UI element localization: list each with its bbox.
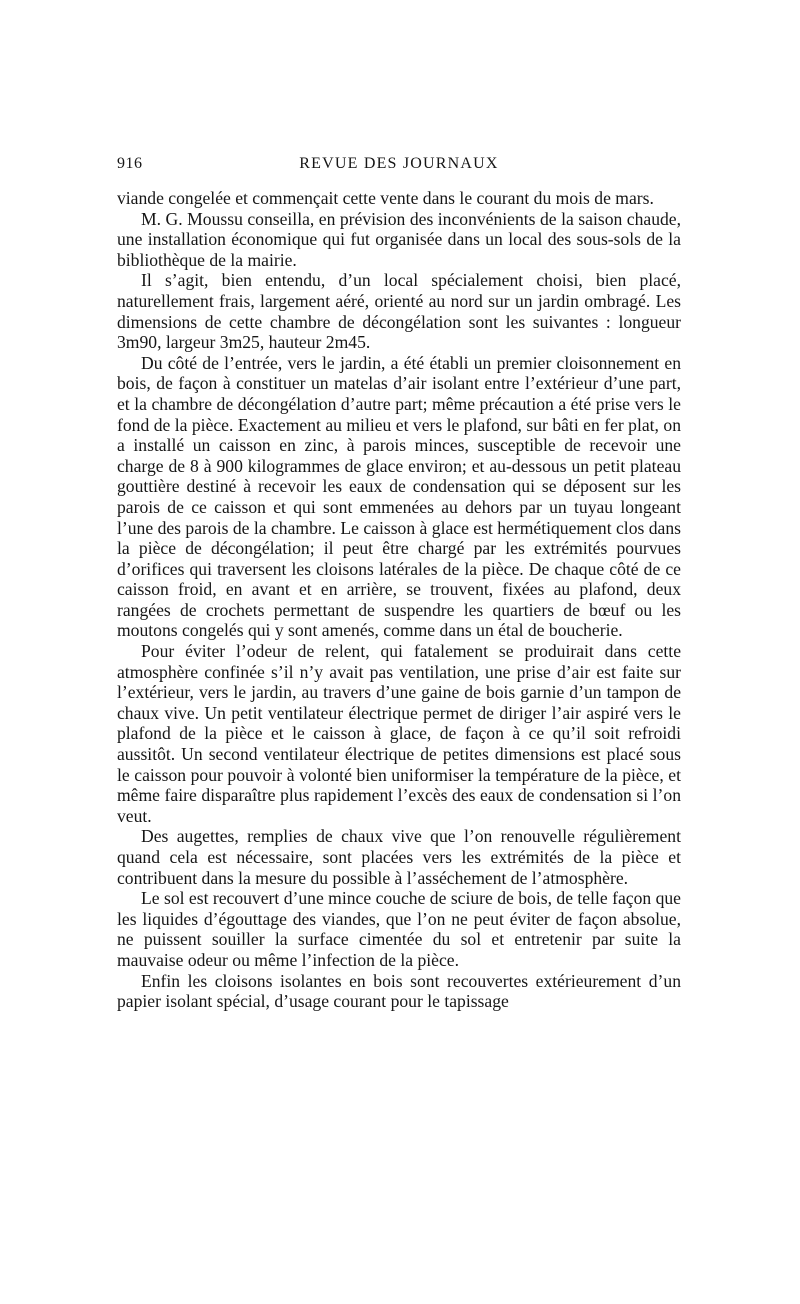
article-body	[117, 188, 681, 1012]
paragraph: Enfin les cloisons isolantes en bois sont recouvertes extérieurement d’un papier isolant spécial, d’usage courant pour le tapissage	[117, 970, 681, 1012]
journal-title: REVUE DES JOURNAUX	[299, 155, 499, 172]
running-head	[117, 155, 681, 181]
paragraph: Il s’agit, bien entendu, d’un local spécialement choisi, bien placé, naturellement frais, largement aéré, orienté au nord sur un jardin ombragé. Les dimensions de cette chambre de décongélation sont les suivantes : longueur 3m90, largeur 3m25, hauteur 2m45.	[117, 270, 681, 353]
paragraph: Pour éviter l’odeur de relent, qui fatalement se produirait dans cette atmosphère confinée s’il n’y avait pas ventilation, une prise d’air est faite sur l’extérieur, vers le jardin, au travers d’une gaine de bois garnie d’un tampon de chaux vive. Un petit ventilateur électrique permet de diriger l’air aspiré vers le plafond de la pièce et le caisson à glace, de façon à ce qu’il soit refroidi aussitôt. Un second ventilateur électrique de petites dimensions est placé sous le caisson pour pouvoir à volonté bien uniformiser la température de la pièce, et même faire disparaître plus rapidement l’excès des eaux de condensation si l’on veut.	[117, 641, 681, 826]
paragraph: Du côté de l’entrée, vers le jardin, a été établi un premier cloisonnement en bois, de façon à constituer un matelas d’air isolant entre l’extérieur d’une part, et la chambre de décongélation d’autre part; même précaution a été prise vers le fond de la pièce. Exactement au milieu et vers le plafond, sur bâti en fer plat, on a installé un caisson en zinc, à parois minces, susceptible de recevoir une charge de 8 à 900 kilogrammes de glace environ; et au-dessous un petit plateau gouttière destiné à recevoir les eaux de condensation qui se déposent sur les parois de ce caisson et qui sont emmenées au dehors par un tuyau longeant l’une des parois de la chambre. Le caisson à glace est hermétiquement clos dans la pièce de décongélation; il peut être chargé par les extrémités pourvues d’orifices qui traversent les cloisons latérales de la pièce. De chaque côté de ce caisson froid, en avant et en arrière, se trouvent, fixées au plafond, deux rangées de crochets permettant de suspendre les quartiers de bœuf ou les moutons congelés qui y sont amenés, comme dans un étal de boucherie.	[117, 352, 681, 641]
paragraph-continuation: viande congelée et commençait cette vente dans le courant du mois de mars.	[117, 188, 654, 208]
page-number: 916	[117, 155, 143, 172]
paragraph: M. G. Moussu conseilla, en prévision des inconvénients de la saison chaude, une installation économique qui fut organisée dans un local des sous-sols de la bibliothèque de la mairie.	[117, 208, 681, 270]
paragraph: Des augettes, remplies de chaux vive que l’on renouvelle régulièrement quand cela est nécessaire, sont placées vers les extrémités de la pièce et contribuent dans la mesure du possible à l’asséchement de l’atmosphère.	[117, 826, 681, 888]
paragraph: Le sol est recouvert d’une mince couche de sciure de bois, de telle façon que les liquides d’égouttage des viandes, que l’on ne peut éviter de façon absolue, ne puissent souiller la surface cimentée du sol et entretenir par suite la mauvaise odeur ou même l’infection de la pièce.	[117, 888, 681, 970]
